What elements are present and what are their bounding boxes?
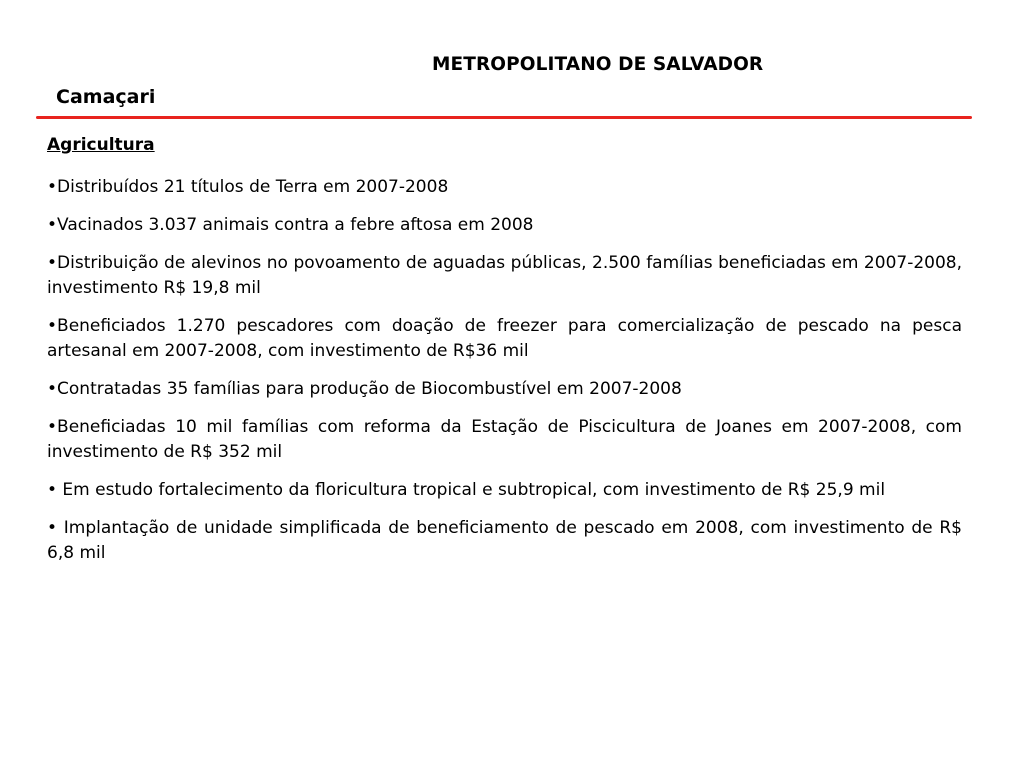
region-title: METROPOLITANO DE SALVADOR (432, 54, 764, 75)
list-item: •Beneficiados 1.270 pescadores com doação de freezer para comercialização de pescado na pesca artesanal em 2007-2008, com investimento de R$36 mil (47, 316, 962, 361)
city-title: Camaçari (56, 86, 156, 108)
list-item: •Contratadas 35 famílias para produção de Biocombustível em 2007-2008 (47, 379, 682, 399)
slide-content (47, 133, 962, 579)
list-item: •Beneficiadas 10 mil famílias com reforma da Estação de Piscicultura de Joanes em 2007-2008, com investimento de R$ 352 mil (47, 417, 962, 462)
list-item: •Distribuídos 21 títulos de Terra em 2007-2008 (47, 177, 449, 197)
list-item: •Distribuição de alevinos no povoamento de aguadas públicas, 2.500 famílias beneficiadas em 2007-2008, investimento R$ 19,8 mil (47, 253, 962, 298)
header-divider (36, 116, 972, 119)
bullet-list (47, 175, 962, 566)
list-item: •Vacinados 3.037 animais contra a febre aftosa em 2008 (47, 215, 534, 235)
list-item: • Implantação de unidade simplificada de beneficiamento de pescado em 2008, com investimento de R$ 6,8 mil (47, 518, 962, 563)
section-heading: Agricultura (47, 135, 155, 155)
list-item: • Em estudo fortalecimento da floricultura tropical e subtropical, com investimento de R$ 25,9 mil (47, 480, 886, 500)
